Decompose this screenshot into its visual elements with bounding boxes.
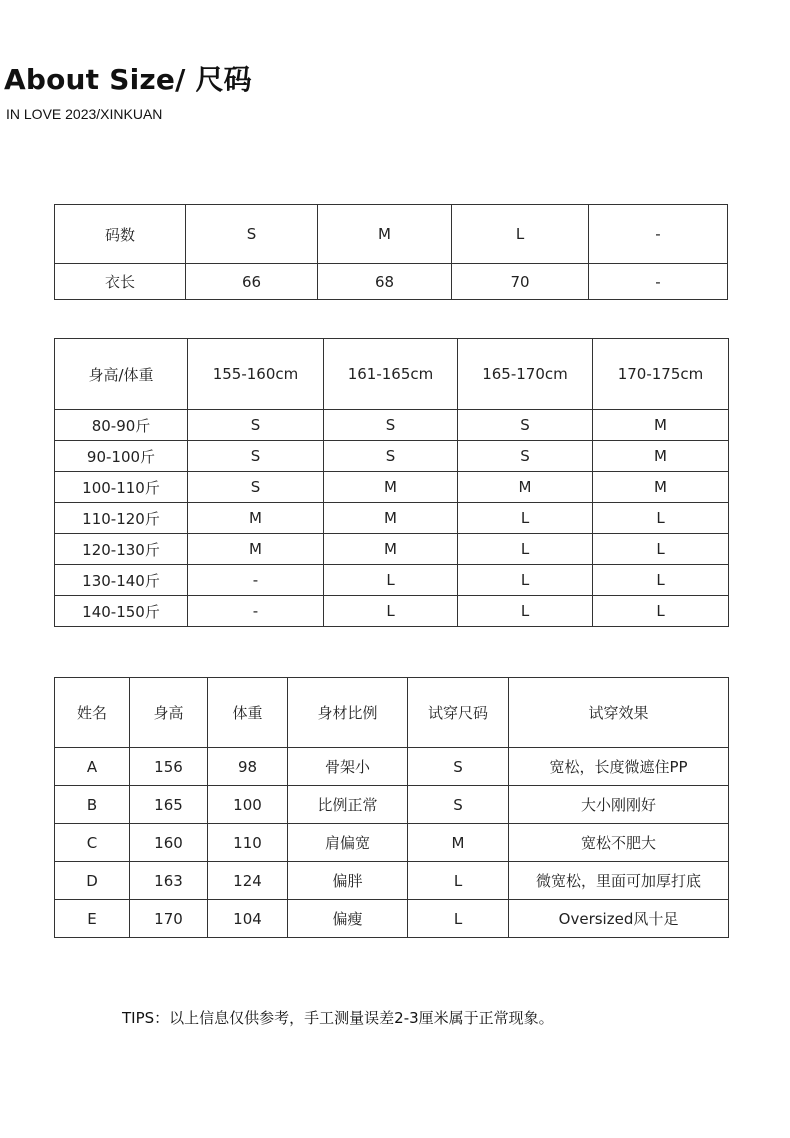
table-header-row <box>55 339 729 410</box>
header-cell: - <box>589 205 728 264</box>
table-cell: - <box>589 264 728 300</box>
tryon-table <box>54 677 729 938</box>
table-cell: L <box>324 596 458 627</box>
table-cell: M <box>593 441 729 472</box>
table-cell: M <box>593 410 729 441</box>
size-table <box>54 204 728 300</box>
table-cell: Oversized风十足 <box>509 900 729 938</box>
table-cell: M <box>324 534 458 565</box>
header-cell: 姓名 <box>55 678 130 748</box>
table-cell: L <box>324 565 458 596</box>
table-row <box>55 748 729 786</box>
table-row <box>55 264 728 300</box>
table-cell: 98 <box>208 748 288 786</box>
table-cell: S <box>324 441 458 472</box>
table-header-row <box>55 205 728 264</box>
table-cell: M <box>458 472 593 503</box>
table-cell: M <box>188 534 324 565</box>
table-cell: 104 <box>208 900 288 938</box>
table-cell: M <box>408 824 509 862</box>
page-title: About Size/ 尺码 <box>4 63 252 96</box>
table-cell: M <box>593 472 729 503</box>
table-cell: L <box>593 503 729 534</box>
table-cell: L <box>408 900 509 938</box>
table-cell: 124 <box>208 862 288 900</box>
header-cell: 码数 <box>55 205 186 264</box>
table-cell: 160 <box>130 824 208 862</box>
header-cell: M <box>318 205 452 264</box>
table-cell: - <box>188 565 324 596</box>
table-cell: 大小刚刚好 <box>509 786 729 824</box>
table-cell: 110-120斤 <box>55 503 188 534</box>
table-row <box>55 824 729 862</box>
size-recommendation-table <box>54 338 729 627</box>
table-cell: - <box>188 596 324 627</box>
table-row <box>55 786 729 824</box>
table-cell: B <box>55 786 130 824</box>
header-cell: 试穿尺码 <box>408 678 509 748</box>
table-cell: 微宽松，里面可加厚打底 <box>509 862 729 900</box>
table-cell: L <box>593 534 729 565</box>
header-cell: 身高 <box>130 678 208 748</box>
table-cell: 宽松，长度微遮住PP <box>509 748 729 786</box>
table-cell: 100-110斤 <box>55 472 188 503</box>
table-cell: 68 <box>318 264 452 300</box>
header-cell: 170-175cm <box>593 339 729 410</box>
header-cell: 161-165cm <box>324 339 458 410</box>
header-cell: 试穿效果 <box>509 678 729 748</box>
table-header-row <box>55 678 729 748</box>
table-cell: S <box>408 786 509 824</box>
table-cell: L <box>458 565 593 596</box>
table-cell: 肩偏宽 <box>288 824 408 862</box>
table-row <box>55 410 729 441</box>
table-cell: 衣长 <box>55 264 186 300</box>
table-cell: S <box>188 441 324 472</box>
table-row <box>55 596 729 627</box>
table-cell: L <box>458 596 593 627</box>
table-cell: 66 <box>186 264 318 300</box>
table-cell: 110 <box>208 824 288 862</box>
header-cell: 身高/体重 <box>55 339 188 410</box>
table-row <box>55 503 729 534</box>
table-cell: 163 <box>130 862 208 900</box>
table-cell: L <box>408 862 509 900</box>
header-cell: 身材比例 <box>288 678 408 748</box>
header-cell: L <box>452 205 589 264</box>
table-cell: M <box>324 472 458 503</box>
table-row <box>55 900 729 938</box>
table-cell: M <box>188 503 324 534</box>
table-cell: 70 <box>452 264 589 300</box>
table-cell: 165 <box>130 786 208 824</box>
header-cell: 155-160cm <box>188 339 324 410</box>
table-cell: L <box>593 596 729 627</box>
table-cell: L <box>593 565 729 596</box>
tips-note: TIPS：以上信息仅供参考，手工测量误差2-3厘米属于正常现象。 <box>122 1009 554 1027</box>
table-cell: A <box>55 748 130 786</box>
table-cell: 120-130斤 <box>55 534 188 565</box>
table-cell: 偏瘦 <box>288 900 408 938</box>
table-row <box>55 565 729 596</box>
header-cell: 体重 <box>208 678 288 748</box>
table-cell: 80-90斤 <box>55 410 188 441</box>
table-row <box>55 472 729 503</box>
table-cell: 宽松不肥大 <box>509 824 729 862</box>
table-cell: L <box>458 503 593 534</box>
table-cell: 骨架小 <box>288 748 408 786</box>
table-cell: S <box>458 410 593 441</box>
header-cell: 165-170cm <box>458 339 593 410</box>
table-cell: 90-100斤 <box>55 441 188 472</box>
table-cell: E <box>55 900 130 938</box>
header-cell: S <box>186 205 318 264</box>
table-cell: M <box>324 503 458 534</box>
table-cell: C <box>55 824 130 862</box>
table-cell: 偏胖 <box>288 862 408 900</box>
table-row <box>55 862 729 900</box>
table-row <box>55 534 729 565</box>
table-cell: S <box>324 410 458 441</box>
table-cell: S <box>188 472 324 503</box>
table-cell: L <box>458 534 593 565</box>
table-cell: 156 <box>130 748 208 786</box>
table-cell: 比例正常 <box>288 786 408 824</box>
table-cell: 100 <box>208 786 288 824</box>
table-cell: 140-150斤 <box>55 596 188 627</box>
table-cell: S <box>408 748 509 786</box>
table-cell: 130-140斤 <box>55 565 188 596</box>
table-cell: 170 <box>130 900 208 938</box>
table-cell: D <box>55 862 130 900</box>
table-cell: S <box>188 410 324 441</box>
table-row <box>55 441 729 472</box>
page-subtitle: IN LOVE 2023/XINKUAN <box>6 106 163 122</box>
table-cell: S <box>458 441 593 472</box>
